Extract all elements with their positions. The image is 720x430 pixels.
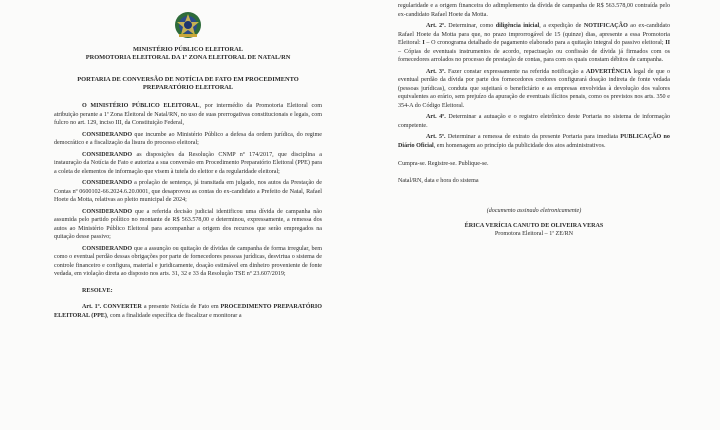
article-3-text: legal de que o eventual perdão da dívida por parte dos fornecedores credores configurará doação indireta de fonte vedada (pessoas jurídicas), conduta que sujeitará o beneficiário e as empresas envolvidas à devolução dos valores equivalentes ao erário, sem prejuízo da apuração de eventuais ilícitos penais, como os previstos nos arts. 350 e 354-A do Código Eleitoral.: [398, 68, 671, 109]
article-1-procedure: PROCEDIMENTO PREPARATÓRIO ELEITORAL (PPE): [54, 304, 323, 319]
article-2-item-ii: II: [665, 40, 670, 46]
place-date: Natal/RN, data e hora do sistema: [398, 177, 479, 184]
article-4-text: Determinar a autuação e o registro eletrônico deste Portaria no sistema de informação competente.: [398, 114, 670, 129]
article-2-notification: NOTIFICAÇÃO: [583, 23, 628, 29]
coat-of-arms-icon: [173, 10, 203, 40]
considerando-3: [54, 179, 322, 205]
article-5-label: Art. 5º.: [426, 134, 446, 140]
article-2-text: , a expedição de: [539, 23, 584, 29]
article-1-continuation: regularidade e a origem financeira do adimplemento da dívida de campanha de R$ 563.578,00 contraída pelo ex-candidato Rafael Hoete da Motta.: [398, 3, 670, 18]
article-2-text: ao ex-candidato Rafael Hoete da Motta para que, no prazo improrrogável de 15 (quinze) dias, apresente a essa Promotoria Eleitoral:: [398, 23, 671, 46]
article-5-publication: PUBLICAÇÃO no Diário Oficial: [398, 134, 670, 149]
intro-text: , por intermédio da Promotoria Eleitoral com atribuição perante a 1ª Zona Eleitoral de Natal/RN, no uso de suas prerrogativas constitucionais e legais, com fulcro no art. 129, inciso III, da Constituição Federal,: [54, 103, 323, 126]
considerando-text: que incumbe ao Ministério Público a defesa da ordem jurídica, do regime democrático e a fiscalização da lisura do processo eleitoral;: [54, 131, 322, 146]
article-2: [398, 22, 670, 65]
article-3: [398, 68, 670, 111]
article-1-text: a presente Notícia de Fato em: [141, 304, 221, 310]
article-4: [398, 113, 670, 130]
document-title-line1: PORTARIA DE CONVERSÃO DE NOTÍCIA DE FATO EM PROCEDIMENTO: [77, 76, 299, 83]
org-name: MINISTÉRIO PÚBLICO ELEITORAL: [133, 46, 243, 53]
considerando-label: CONSIDERANDO: [82, 245, 133, 252]
article-5-text: Determinar a remessa de extrato da presente Portaria para imediata: [445, 134, 621, 140]
considerando-text: que a assunção ou quitação de dívidas de campanha de forma irregular, bem como o eventual perdão dessas obrigações por parte de fornecedores pessoas jurídicas, desvirtua o sistema de controle financeiro e configura, material e juridicamente, doação estimável em dinheiro proveniente de fonte vedada, em violação direta ao disposto nos arts. 31, 32 e 33 da Resolução TSE nº 23.607/2019;: [54, 245, 322, 277]
office-name: PROMOTORIA ELEITORAL DA 1ª ZONA ELEITORAL DE NATAL/RN: [85, 54, 291, 61]
article-1-rest: , com a finalidade específica de fiscalizar e monitorar a: [106, 312, 242, 319]
considerando-text: as disposições da Resolução CNMP nº 174/2017, que disciplina a instauração da Notícia de Fato e autoriza a sua conversão em Procedimento Preparatório Eleitoral (PPE) para a coleta de elementos de informação que visem à tutela do eleitor e da regularidade eleitoral;: [54, 151, 322, 175]
considerando-4: [54, 208, 322, 242]
resolve-heading: [54, 287, 322, 296]
article-2-text: – Cópias de eventuais instrumentos de acordo, repactuação ou confissão de dívida já firmados com os fornecedores arrolados no processo de prestação de contas, para com os quais constam débitos de campanha.: [398, 48, 670, 63]
article-1-label: Art. 1º. CONVERTER: [82, 304, 142, 310]
article-2-text: – O cronograma detalhado de pagamento elaborado para a quitação integral do passivo eleitoral;: [424, 40, 666, 46]
electronic-signature-note: (documento assinado eletronicamente): [486, 208, 582, 214]
considerando-1: [54, 131, 322, 148]
considerando-label: CONSIDERANDO: [82, 180, 133, 186]
left-column: [54, 10, 322, 323]
considerando-2: [54, 151, 322, 177]
considerando-label: CONSIDERANDO: [82, 151, 133, 158]
article-2-diligence: diligência inicial: [495, 23, 540, 29]
article-3-label: Art. 3º.: [426, 68, 446, 75]
article-3-warning: ADVERTÊNCIA: [585, 68, 632, 75]
document-title-line2: PREPARATÓRIO ELEITORAL: [142, 84, 234, 91]
article-2-text: Determinar, como: [445, 23, 496, 29]
closing-line: Cumpra-se. Registre-se. Publique-se.: [398, 161, 489, 167]
article-1: [54, 303, 322, 320]
article-5-text: , em homenagem ao princípio da publicidade dos atos administrativos.: [433, 142, 606, 149]
article-5: [398, 133, 670, 150]
intro-bold: O MINISTÉRIO PÚBLICO ELEITORAL: [82, 103, 200, 109]
article-2-label: Art. 2º.: [426, 23, 446, 29]
intro-paragraph: [54, 102, 322, 128]
considerando-5: [54, 245, 322, 279]
considerando-text: que a referida decisão judicial identificou uma dívida de campanha não assumida pelo partido político no montante de R$ 563.578,00 e determinou, expressamente, a remessa dos autos ao Ministério Público Eleitoral para acompanhar a origem dos recursos que serão empregados na quitação desse passivo;: [54, 208, 322, 240]
article-4-label: Art. 4º.: [426, 114, 446, 120]
considerando-text: a prolação de sentença, já transitada em julgado, nos autos da Prestação de Contas nº 0600102-66.2024.6.20.0001, que desaprovou as contas do ex-candidato a Prefeito de Natal, Rafael Hoete da Motta, relativas ao pleito municipal de 2024;: [54, 180, 322, 203]
considerando-label: CONSIDERANDO: [82, 208, 133, 215]
resolve-label: RESOLVE:: [82, 287, 113, 294]
article-3-text: Fazer constar expressamente na referida notificação a: [445, 68, 586, 75]
right-column: [398, 2, 670, 242]
signer-name: ÉRICA VERÍCIA CANUTO DE OLIVEIRA VERAS: [464, 222, 604, 229]
signer-role: Promotora Eleitoral – 1ª ZE/RN: [494, 231, 574, 237]
considerando-label: CONSIDERANDO: [82, 131, 133, 138]
article-2-item-i: I: [422, 40, 425, 46]
